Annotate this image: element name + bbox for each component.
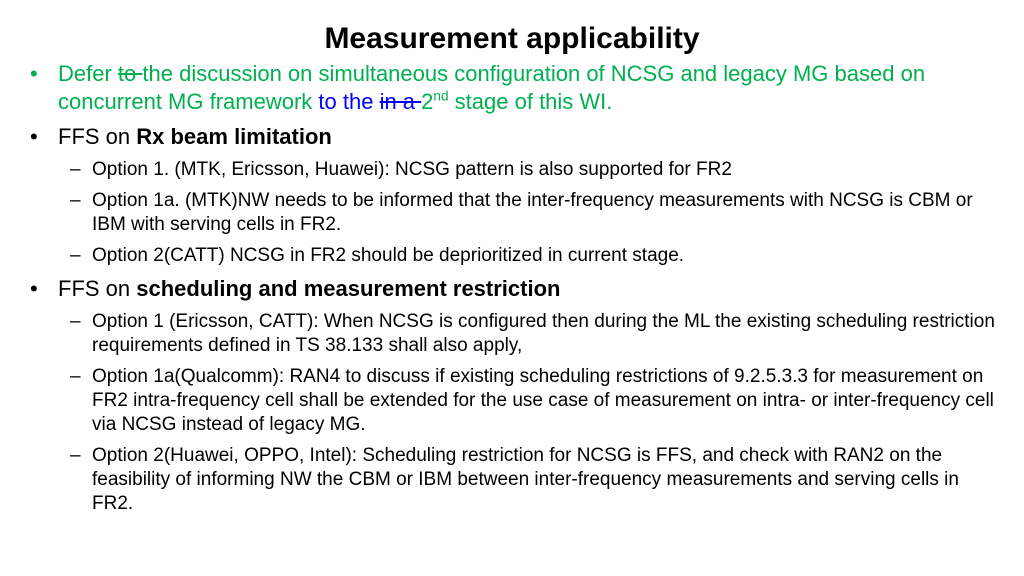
ordinal-suffix: nd	[433, 88, 449, 104]
inserted-text-to-the: to the	[318, 89, 380, 114]
ffs-prefix: FFS on	[58, 124, 137, 149]
sched-option-1a	[30, 365, 1005, 437]
option-text: Option 1a. (MTK)NW needs to be informed that the inter-frequency measurements with NCSG is CBM or IBM with serving cells in FR2.	[92, 190, 973, 235]
bullet-dot: •	[30, 124, 38, 149]
bullet-defer-discussion	[30, 60, 1005, 116]
slide-title: Measurement applicability	[324, 22, 700, 55]
topic-rx-beam: Rx beam limitation	[136, 124, 332, 149]
sub-bullet-dash: –	[70, 445, 81, 466]
sub-bullet-dash: –	[70, 159, 81, 180]
option-text: Option 2(CATT) NCSG in FR2 should be deprioritized in current stage.	[92, 245, 685, 266]
slide-content	[30, 60, 1005, 523]
sub-bullet-dash: –	[70, 190, 81, 211]
sub-bullet-dash: –	[70, 245, 81, 266]
defer-text-end: stage of this WI.	[448, 89, 613, 114]
defer-text: Defer	[58, 61, 118, 86]
sched-option-2	[30, 444, 1005, 516]
rx-option-2	[30, 244, 1005, 268]
option-text: Option 2(Huawei, OPPO, Intel): Scheduling restriction for NCSG is FFS, and check with RAN2 on the feasibility of informing NW the CBM or IBM between inter-frequency measurements and serving cells in FR2.	[92, 445, 959, 514]
option-text: Option 1a(Qualcomm): RAN4 to discuss if existing scheduling restrictions of 9.2.5.3.3 for measurement on FR2 intra-frequency cell shall be extended for the use case of measurement on intra- or inter-frequency cell via NCSG instead of legacy MG.	[92, 366, 994, 435]
bullet-scheduling-restriction	[30, 275, 1005, 303]
sub-bullet-dash: –	[70, 311, 81, 332]
defer-text-continued: the discussion on simultaneous configuration of NCSG and legacy MG based on concurrent MG framework	[58, 61, 926, 114]
rx-option-1	[30, 158, 1005, 182]
deleted-text-in-a: in a	[379, 89, 422, 114]
option-text: Option 1. (MTK, Ericsson, Huawei): NCSG pattern is also supported for FR2	[92, 159, 732, 180]
rx-option-1a	[30, 189, 1005, 237]
deleted-text-to: to	[117, 61, 143, 86]
bullet-dot: •	[30, 276, 38, 301]
bullet-rx-beam-limitation	[30, 123, 1005, 151]
sub-bullet-dash: –	[70, 366, 81, 387]
option-text: Option 1 (Ericsson, CATT): When NCSG is configured then during the ML the existing scheduling restriction requirements defined in TS 38.133 shall also apply,	[92, 311, 995, 356]
topic-scheduling: scheduling and measurement restriction	[136, 276, 561, 301]
sched-option-1	[30, 310, 1005, 358]
bullet-dot: •	[30, 61, 38, 86]
ordinal-number: 2	[421, 89, 434, 114]
ffs-prefix: FFS on	[58, 276, 137, 301]
